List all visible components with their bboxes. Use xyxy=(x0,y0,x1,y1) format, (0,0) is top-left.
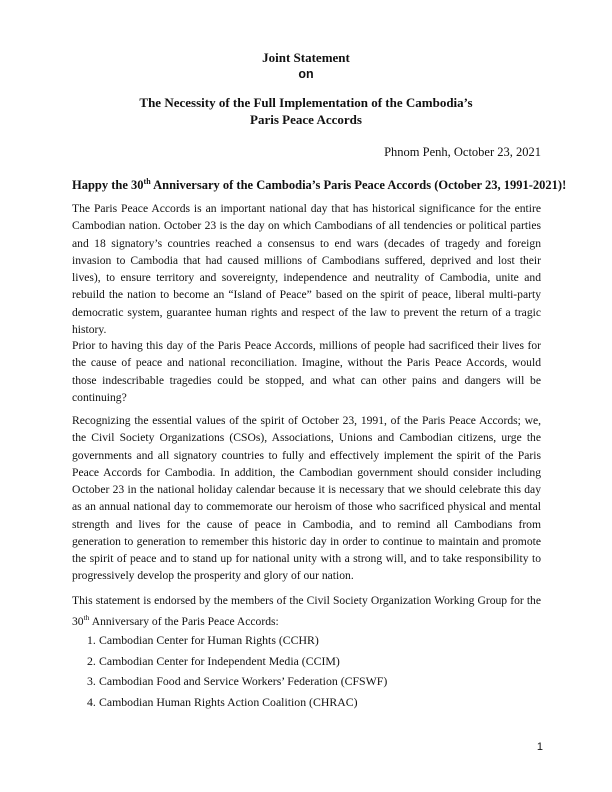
title-on: on xyxy=(298,67,314,81)
heading-part-b: Anniversary of the Cambodia’s Paris Peace Accords (October 23, 1991-2021)! xyxy=(150,178,567,193)
list-item xyxy=(87,630,387,651)
list-text: Cambodian Food and Service Workers’ Federation (CFSWF) xyxy=(99,674,388,688)
endorser-list xyxy=(87,630,387,712)
paragraph-3: Recognizing the essential values of the spirit of October 23, 1991, of the Paris Peace Accords; we, the Civil Society Organizations (CSOs), Associations, Unions and Cambodian citizens, urge the governments and all signatory countries to fully and effectively implement the spirit of the Paris Peace Accords for Cambodia. In addition, the Cambodian government should consider including October 23 in the national holiday calendar because it is necessary that we should celebrate this day as an annual national day to commemorate our heroism of those who sacrificed physical and mental strength and lives for the cause of peace in Cambodia, and to remind all Cambodians from generation to generation to remember this historic day in order to continue to maintain and promote the spirit of peace and to stand up for national unity with a strong will, and to take responsibility to progressively develop the prosperity and glory of our nation. xyxy=(72,414,541,583)
list-item xyxy=(87,671,387,692)
heading-superscript: th xyxy=(143,177,151,186)
anniversary-heading xyxy=(72,177,567,193)
list-text: Cambodian Center for Human Rights (CCHR) xyxy=(99,633,319,647)
paragraph-2: Prior to having this day of the Paris Peace Accords, millions of people had sacrificed their lives for the cause of peace and national reconciliation. Imagine, without the Paris Peace Accords, would those indescribable tragedies could be stopped, and what can other pains and dangers will be continuing? xyxy=(72,339,541,404)
title-main-line1: The Necessity of the Full Implementation of the Cambodia’s xyxy=(139,95,473,110)
list-item xyxy=(87,692,387,713)
list-number: 2. xyxy=(87,653,96,668)
list-number: 1. xyxy=(87,633,96,647)
endorsement-part-a: This statement is endorsed by the members of the Civil Society Organization Working Group for the 30 xyxy=(72,594,541,629)
paragraph-1: The Paris Peace Accords is an important national day that has historical significance for the entire Cambodian nation. October 23 is the day on which Cambodians of all tendencies or political parties and 18 signatory’s countries reached a consensus to end wars (decades of tragedy and foreign invasion to Cambodia that had caused millions of Cambodians suffered, deprived and lost their lives), to ensure territory and sovereignty, independence and neutrality of Cambodia, unite and rebuild the nation to become an “Island of Peace” based on the spirit of peace, liberal multi-party democratic system, guarantee human rights and respect of the law to prevent the return of a tragic history. xyxy=(72,202,541,336)
dateline: Phnom Penh, October 23, 2021 xyxy=(384,145,541,159)
list-number: 4. xyxy=(87,694,96,709)
page-number: 1 xyxy=(536,741,543,753)
list-item xyxy=(87,651,387,672)
heading-part-a: Happy the 30 xyxy=(72,178,144,193)
list-number: 3. xyxy=(87,674,96,688)
endorsement-part-b: Anniversary of the Paris Peace Accords: xyxy=(89,615,279,629)
title-main xyxy=(0,94,612,128)
list-text: Cambodian Center for Independent Media (CCIM) xyxy=(99,653,340,668)
paragraph-endorsement xyxy=(72,592,541,630)
endorsement-superscript: th xyxy=(83,613,90,623)
title-main-line2: Paris Peace Accords xyxy=(250,112,362,127)
list-text: Cambodian Human Rights Action Coalition (CHRAC) xyxy=(99,694,358,709)
title-joint-statement: Joint Statement xyxy=(262,50,350,65)
